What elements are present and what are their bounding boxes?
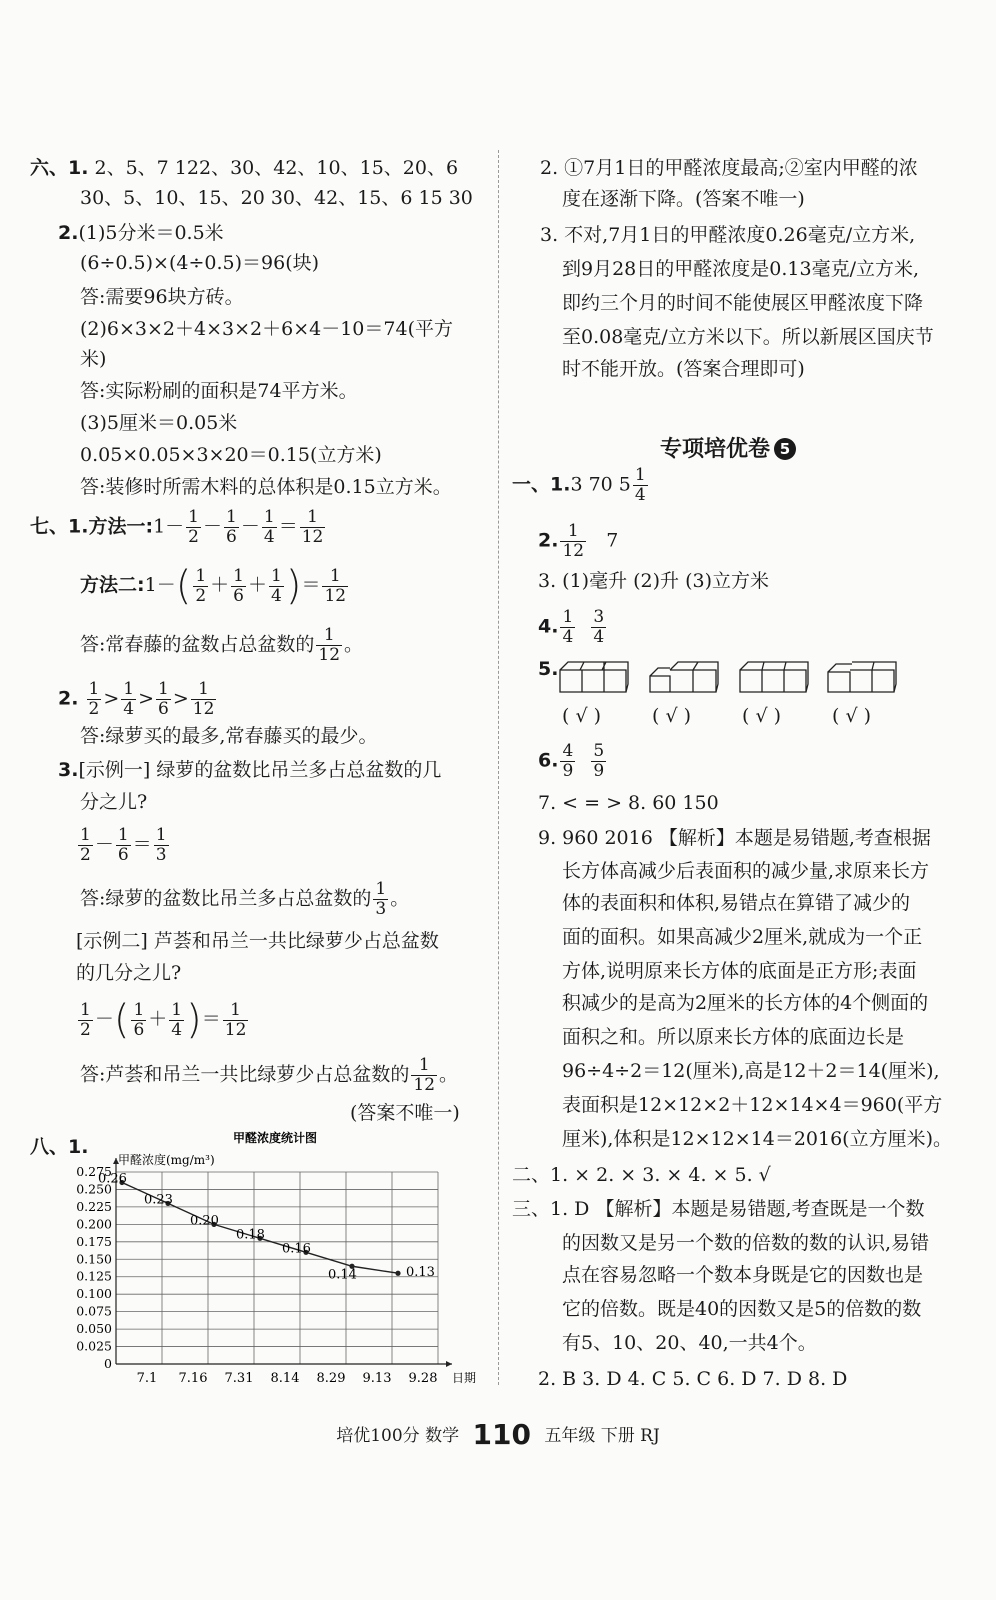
q6-1: 六、1. 2、5、7 122、30、42、10、15、20、6 (30, 157, 459, 179)
r-q3-line5: 时不能开放。(答案合理即可) (562, 358, 805, 380)
q6-2-part1: 2.(1)5分米＝0.5米 (58, 222, 224, 244)
chart-y-tick-label: 0.250 (76, 1181, 112, 1197)
chart-y-axis-label: 甲醛浓度(mg/m³) (118, 1153, 215, 1167)
r-q3-line3: 即约三个月的时间不能使展区甲醛浓度下降 (562, 292, 924, 314)
chart-x-tick-label: 7.1 (136, 1371, 158, 1386)
chart-x-tick-label: 9.28 (408, 1371, 438, 1386)
q7-1-answer: 答:常春藤的盆数占总盆数的 $\frac{1}{12}$ 。 (80, 625, 364, 665)
q7-3-calc2: $\frac{1}{2}$ －( $\frac{1}{6}$ ＋ $\frac{1}{4}$ )＝ $\frac{1}{12}$ (80, 997, 247, 1043)
chart-data-label: 0.26 (98, 1171, 127, 1187)
chart-y-tick-label: 0.275 (76, 1164, 112, 1179)
cube-figure-1 (558, 658, 630, 694)
chart-y-tick-label: 0.175 (76, 1233, 112, 1249)
r-q3-line1: 3. 不对,7月1日的甲醛浓度0.26毫克/立方米, (540, 224, 916, 246)
r-p1-q9-l3: 体的表面积和体积,易错点在算错了减少的 (562, 892, 911, 914)
formaldehyde-line-chart (70, 1128, 480, 1398)
chart-x-tick-label: 8.29 (316, 1371, 346, 1386)
q7-2-answer: 答:绿萝买的最多,常春藤买的最少。 (80, 725, 378, 747)
chart-x-axis-label: 日期 (452, 1371, 477, 1385)
q7-note: (答案不唯一) (350, 1102, 460, 1124)
chart-y-tick-label: 0.150 (76, 1251, 112, 1267)
r-q3-line4: 至0.08毫克/立方米以下。所以新展区国庆节 (562, 326, 934, 348)
r-p1-q9-l7: 面积之和。所以原来长方体的底面边长是 (562, 1026, 905, 1048)
r-p1-q9-l6: 积减少的是高为2厘米的长方体的4个侧面的 (562, 992, 929, 1014)
chart-x-tick-label: 7.16 (178, 1371, 208, 1386)
column-divider (498, 150, 499, 1385)
r-p1-q9-l8: 96÷4÷2＝12(厘米),高是12＋2＝14(厘米), (562, 1060, 940, 1082)
r-p1-q9-l2: 长方体高减少后表面积的减少量,求原来长方 (562, 860, 930, 882)
chart-y-tick-label: 0.050 (76, 1321, 112, 1337)
r-p1-q3: 3. (1)毫升 (2)升 (3)立方米 (538, 570, 769, 592)
r-part3-l3: 点在容易忽略一个数本身既是它的因数也是 (562, 1264, 924, 1286)
r-p1-q4: 4. $\frac{1}{4}$ $\frac{3}{4}$ (538, 607, 605, 647)
chart-x-tick-label: 7.31 (224, 1371, 254, 1386)
q7-3-example2: [示例二] 芦荟和吊兰一共比绿萝少占总盆数 (76, 930, 439, 952)
answer-check-3: ( √ ) (742, 705, 782, 727)
chart-data-label: 0.16 (282, 1241, 311, 1257)
r-p1-q5-label: 5. (538, 658, 559, 680)
answer-check-2: ( √ ) (652, 705, 692, 727)
r-part3-l5: 有5、10、20、40,一共4个。 (562, 1332, 817, 1354)
q6-2-part3: (3)5厘米＝0.05米 (80, 412, 238, 434)
chart-title: 甲醛浓度统计图 (232, 1131, 318, 1145)
r-q3-line2: 到9月28日的甲醛浓度是0.13毫克/立方米, (562, 258, 920, 280)
r-part3-l4: 它的倍数。既是40的因数又是5的倍数的数 (562, 1298, 922, 1320)
chart-x-tick-label: 9.13 (362, 1371, 392, 1386)
chart-data-label: 0.13 (406, 1265, 435, 1281)
q7-3-answer1: 答:绿萝的盆数比吊兰多占总盆数的 $\frac{1}{3}$ 。 (80, 879, 410, 919)
chart-y-tick-label: 0.200 (76, 1216, 112, 1232)
page-number: 110 (472, 1418, 531, 1451)
answer-check-1: ( √ ) (562, 705, 602, 727)
q7-3-calc1: $\frac{1}{2}$ － $\frac{1}{6}$ ＝ $\frac{1}{3}$ (80, 825, 167, 865)
q7-2-compare: 2. $\frac{1}{2}$ > $\frac{1}{4}$ > $\frac{1}{6}$ > $\frac{1}{12}$ (58, 679, 215, 719)
q6-2-calc3: 0.05×0.05×3×20＝0.15(立方米) (80, 444, 382, 466)
q6-2-ans2: 答:实际粉刷的面积是74平方米。 (80, 380, 358, 402)
r-part3-l1: 三、1. D 【解析】本题是易错题,考查既是一个数 (512, 1198, 925, 1220)
q7-1-method2: 方法二:1－( $\frac{1}{2}$ ＋ $\frac{1}{6}$ ＋ $\frac{1}{4}$ )＝ $\frac{1}{12}$ (80, 563, 347, 609)
chart-data-label: 0.20 (190, 1213, 219, 1229)
q6-2-ans3: 答:装修时所需木料的总体积是0.15立方米。 (80, 476, 452, 498)
r-p1-q7-q8: 7. < = > 8. 60 150 (538, 792, 719, 814)
q6-2-calc2: (2)6×3×2＋4×3×2＋6×4－10＝74(平方 (80, 318, 453, 340)
q7-3-example1: 3.[示例一] 绿萝的盆数比吊兰多占总盆数的几 (58, 759, 442, 781)
chart-data-point (395, 1271, 400, 1276)
chart-y-tick-label: 0 (104, 1356, 112, 1371)
q7-3-answer2: 答:芦荟和吊兰一共比绿萝少占总盆数的 $\frac{1}{12}$ 。 (80, 1055, 459, 1095)
chart-y-tick-label: 0.125 (76, 1268, 112, 1284)
q6-1-cont: 30、5、10、15、20 30、42、15、6 15 30 (80, 187, 473, 209)
chart-data-label: 0.23 (144, 1192, 173, 1208)
chart-y-tick-label: 0.225 (76, 1198, 112, 1214)
r-p1-q2: 2. $\frac{1}{12}$ 7 (538, 521, 619, 561)
r-q2-line1: 2. ①7月1日的甲醛浓度最高;②室内甲醛的浓 (540, 157, 918, 179)
chart-data-label: 0.18 (236, 1227, 265, 1243)
section-title: 专项培优卷 5 (660, 432, 796, 463)
q6-2-calc1: (6÷0.5)×(4÷0.5)＝96(块) (80, 252, 320, 274)
q6-2-ans1: 答:需要96块方砖。 (80, 286, 244, 308)
r-p1-q9-l1: 9. 960 2016 【解析】本题是易错题,考查根据 (538, 827, 931, 849)
r-part2: 二、1. × 2. × 3. × 4. × 5. √ (512, 1164, 771, 1186)
chart-y-tick-label: 0.075 (76, 1303, 112, 1319)
chart-y-tick-label: 0.025 (76, 1338, 112, 1354)
q7-3-example1-cont: 分之儿? (80, 791, 148, 813)
r-q2-line2: 度在逐渐下降。(答案不唯一) (562, 188, 805, 210)
footer-right: 五年级 下册 RJ (544, 1426, 660, 1446)
chart-x-tick-label: 8.14 (270, 1371, 300, 1386)
r-p1-q1: 一、1.3 70 5 $\frac{1}{4}$ (512, 465, 646, 505)
cube-figure-2 (648, 658, 720, 694)
r-part3-l2: 的因数又是另一个数的倍数的数的认识,易错 (562, 1232, 930, 1254)
r-p1-q9-l5: 方体,说明原来长方体的底面是正方形;表面 (562, 960, 917, 982)
q8-1-label: 八、1. (30, 1136, 89, 1158)
r-p1-q9-l9: 表面积是12×12×2＋12×14×4＝960(平方 (562, 1094, 943, 1116)
q7-1-method1: 七、1.方法一:1－ $\frac{1}{2}$ － $\frac{1}{6}$ － $\frac{1}{4}$ ＝ $\frac{1}{12}$ (30, 507, 324, 547)
page-footer (0, 1418, 996, 1451)
cube-figure-4 (826, 658, 898, 694)
q6-2-calc2-cont: 米) (80, 348, 107, 370)
chart-data-label: 0.14 (328, 1267, 357, 1283)
answer-check-4: ( √ ) (832, 705, 872, 727)
r-part3-l6: 2. B 3. D 4. C 5. C 6. D 7. D 8. D (538, 1368, 848, 1390)
q7-3-example2-cont: 的几分之儿? (76, 962, 182, 984)
chart-x-arrow (446, 1361, 452, 1367)
r-p1-q9-l10: 厘米),体积是12×12×14＝2016(立方厘米)。 (562, 1128, 953, 1150)
r-p1-q9-l4: 面的面积。如果高减少2厘米,就成为一个正 (562, 926, 923, 948)
cube-figure-3 (738, 658, 810, 694)
section-number-badge: 5 (774, 438, 796, 460)
r-p1-q6: 6. $\frac{4}{9}$ $\frac{5}{9}$ (538, 741, 605, 781)
footer-left: 培优100分 数学 (336, 1426, 460, 1446)
chart-y-tick-label: 0.100 (76, 1286, 112, 1302)
